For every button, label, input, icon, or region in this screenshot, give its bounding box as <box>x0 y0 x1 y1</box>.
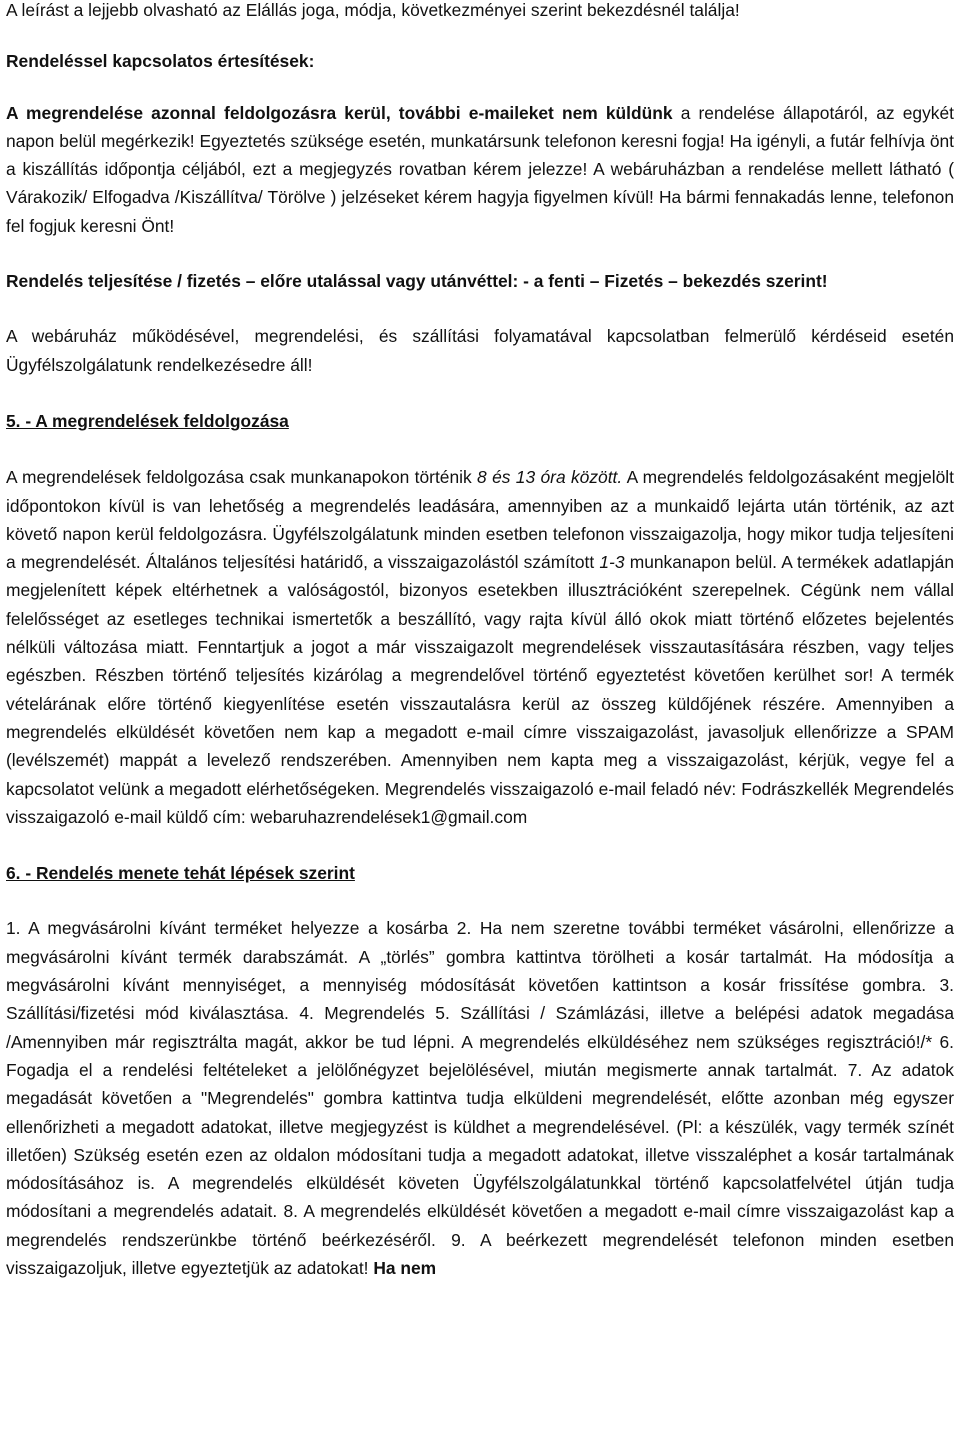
section-5-heading: 5. - A megrendelések feldolgozása <box>6 410 289 431</box>
section-6-paragraph <box>6 914 954 1282</box>
section-5-text-middle: A megrendelés feldolgozásaként megjelölt időpontokon kívül is van lehetőség a megrendelés leadására, amennyiben az a munkaidő lejárta után történik, az azt követő napon kerül feldolgozásra. Ügyfélszolgálatunk minden esetben telefonon visszaigazolja, hogy mikor tudja teljesíteni a megrendelését. Általános teljesítési határidő, a visszaigazolástól számított <box>6 467 954 573</box>
order-steps-trailing: Ha nem <box>373 1257 437 1278</box>
intro-paragraph: A leírást a lejjebb olvasható az Elállás joga, módja, következményei szerint bekezdésnél találja! <box>6 0 740 20</box>
fulfilment-days: 1-3 <box>599 552 625 573</box>
fulfilment-paragraph: Rendelés teljesítése / fizetés – előre utalással vagy utánvéttel: - a fenti – Fizetés – bekezdés szerint! <box>6 271 828 292</box>
order-steps-text: 1. A megvásárolni kívánt terméket helyezze a kosárba 2. Ha nem szeretne további terméket vásárolni, ellenőrizze a megvásárolni kívánt termék darabszámát. A „törlés” gombra kattintva törölheti a kosár tartalmát. Ha módosítja a megvásárolni kívánt mennyiséget, a mennyiség módosítását követően kattintson a kosár frissítése gombra. 3. Szállítási/fizetési mód kiválasztása. 4. Megrendelés 5. Szállítási / Számlázási, illetve a belépési adatok megadása /Amennyiben már regisztrálta magát, akkor be tud lépni. A megrendelés elküldéséhez nem szükséges regisztráció!/* 6. Fogadja el a rendelési feltételeket a jelölőnégyzet bejelölésével, miután megismerte annak tartalmát. 7. Az adatok megadását követően a "Megrendelés" gombra kattintva tudja elküldeni megrendelését, előtte azonban még egyszer ellenőrizheti a megadott adatokat, illetve megjegyzést is küldhet a megrendelésével. (Pl: a készülék, vagy termék színét illetően) Szükség esetén ezen az oldalon módosítani tudja a megadott adatokat, illetve visszaléphet a kosár tartalmának módosításához is. A megrendelés elküldését követen Ügyfélszolgálatunkkal történő kapcsolatfelvétel útján tudja módosítani a megrendelés adatait. 8. A megrendelés elküldését követően a megadott e-mail címre visszaigazolást kap a megrendelés rendszerünkbe történő beérkezéséről. 9. A beérkezett megrendelését telefonon minden esetben visszaigazoljuk, illetve egyeztetjük az adatokat! <box>6 918 954 1278</box>
section-5-text-start: A megrendelések feldolgozása csak munkanapokon történik <box>6 467 478 488</box>
section-6-heading: 6. - Rendelés menete tehát lépések szerint <box>6 863 355 884</box>
notifications-heading: Rendeléssel kapcsolatos értesítések: <box>6 51 315 72</box>
notifications-paragraph <box>6 99 954 240</box>
notifications-lead: A megrendelése azonnal feldolgozásra kerül, további e-maileket nem küldünk <box>6 102 673 123</box>
notifications-body: a rendelése állapotáról, az egykét napon belül megérkezik! Egyeztetés szüksége esetén, munkatársunk telefonon keresni fogja! Ha igényli, a futár felhívja önt a kiszállítás időpontja céljából, ezt a megjegyzés rovatban kérem jelezze! A webáruházban a rendelése mellett látható ( Várakozik/ Elfogadva /Kiszállítva/ Törölve ) jelzéseket kérem hagyja figyelmen kívül! Ha bármi fennakadás lenne, telefonon fel fogjuk keresni Önt! <box>6 102 954 236</box>
customer-service-paragraph: A webáruház működésével, megrendelési, és szállítási folyamatával kapcsolatban felmerülő kérdéseid esetén Ügyfélszolgálatunk rendelkezésedre áll! <box>6 326 954 375</box>
processing-hours: 8 és 13 óra között. <box>477 467 623 488</box>
section-5-paragraph <box>6 463 954 831</box>
section-5-text-end: munkanapon belül. A termékek adatlapján megjelenített képek eltérhetnek a valóságostól, bizonyos esetekben illusztrációként szerepelnek. Cégünk nem vállal felelősséget az esetleges technikai ismertetők a beszállító, vagy rajta kívül álló okok miatt történő előzetes bejelentés nélküli változása miatt. Fenntartjuk a jogot a már visszaigazolt megrendelések visszautasítására részben, vagy teljes egészben. Részben történő teljesítés kizárólag a megrendelővel történő egyeztetést követően kerülhet sor! A termék vételárának előre történő kiegyenlítése esetén visszautalásra kerül az összeg küldőjének részére. Amennyiben a megrendelés elküldését követően nem kap a megadott e-mail címre visszaigazolást, javasoljuk ellenőrizze a SPAM (levélszemét) mappát a levelező rendszerében. Amennyiben nem kapta meg a visszaigazolást, kérjük, vegye fel a kapcsolatot velünk a megadott elérhetőségeken. Megrendelés visszaigazoló e-mail feladó név: Fodrászkellék Megrendelés visszaigazoló e-mail küldő cím: webaruhazrendelések1@gmail.com <box>6 552 955 827</box>
